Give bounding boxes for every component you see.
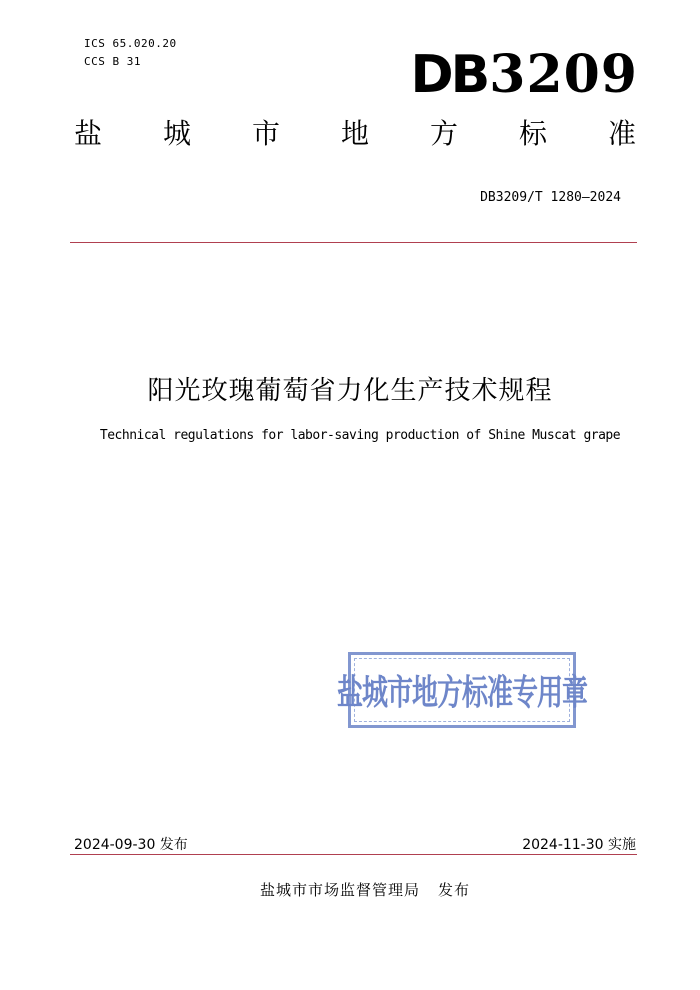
stamp-text: 盐城市地方标准专用章 <box>337 673 588 714</box>
db-logo <box>410 46 638 104</box>
banner-char: 城 <box>162 117 191 150</box>
banner-char: 地 <box>340 117 369 150</box>
ics-code: ICS 65.020.20 <box>84 37 177 50</box>
bottom-divider <box>70 854 637 855</box>
banner-char: 标 <box>518 117 547 150</box>
banner-char: 准 <box>607 117 636 150</box>
standard-type-banner <box>70 116 640 152</box>
db-logo-prefix: DB <box>410 45 488 105</box>
banner-char: 市 <box>251 117 280 150</box>
top-divider <box>70 242 637 243</box>
official-seal-stamp <box>337 652 588 728</box>
db-logo-code: 3209 <box>489 44 638 105</box>
standard-number: DB3209/T 1280—2024 <box>480 190 621 205</box>
title-english: Technical regulations for labor-saving production of Shine Muscat grape <box>99 428 621 443</box>
publish-date: 2024-09-30 发布 <box>74 837 188 853</box>
issuing-authority <box>0 879 700 900</box>
banner-char: 方 <box>429 117 458 150</box>
issuer-name: 盐城市市场监督管理局 <box>259 881 420 899</box>
implement-date: 2024-11-30 实施 <box>522 837 636 853</box>
issuer-action: 发布 <box>438 881 471 899</box>
banner-char: 盐 <box>73 117 102 150</box>
title-chinese: 阳光玫瑰葡萄省力化生产技术规程 <box>147 376 553 406</box>
ccs-code: CCS B 31 <box>84 55 141 68</box>
